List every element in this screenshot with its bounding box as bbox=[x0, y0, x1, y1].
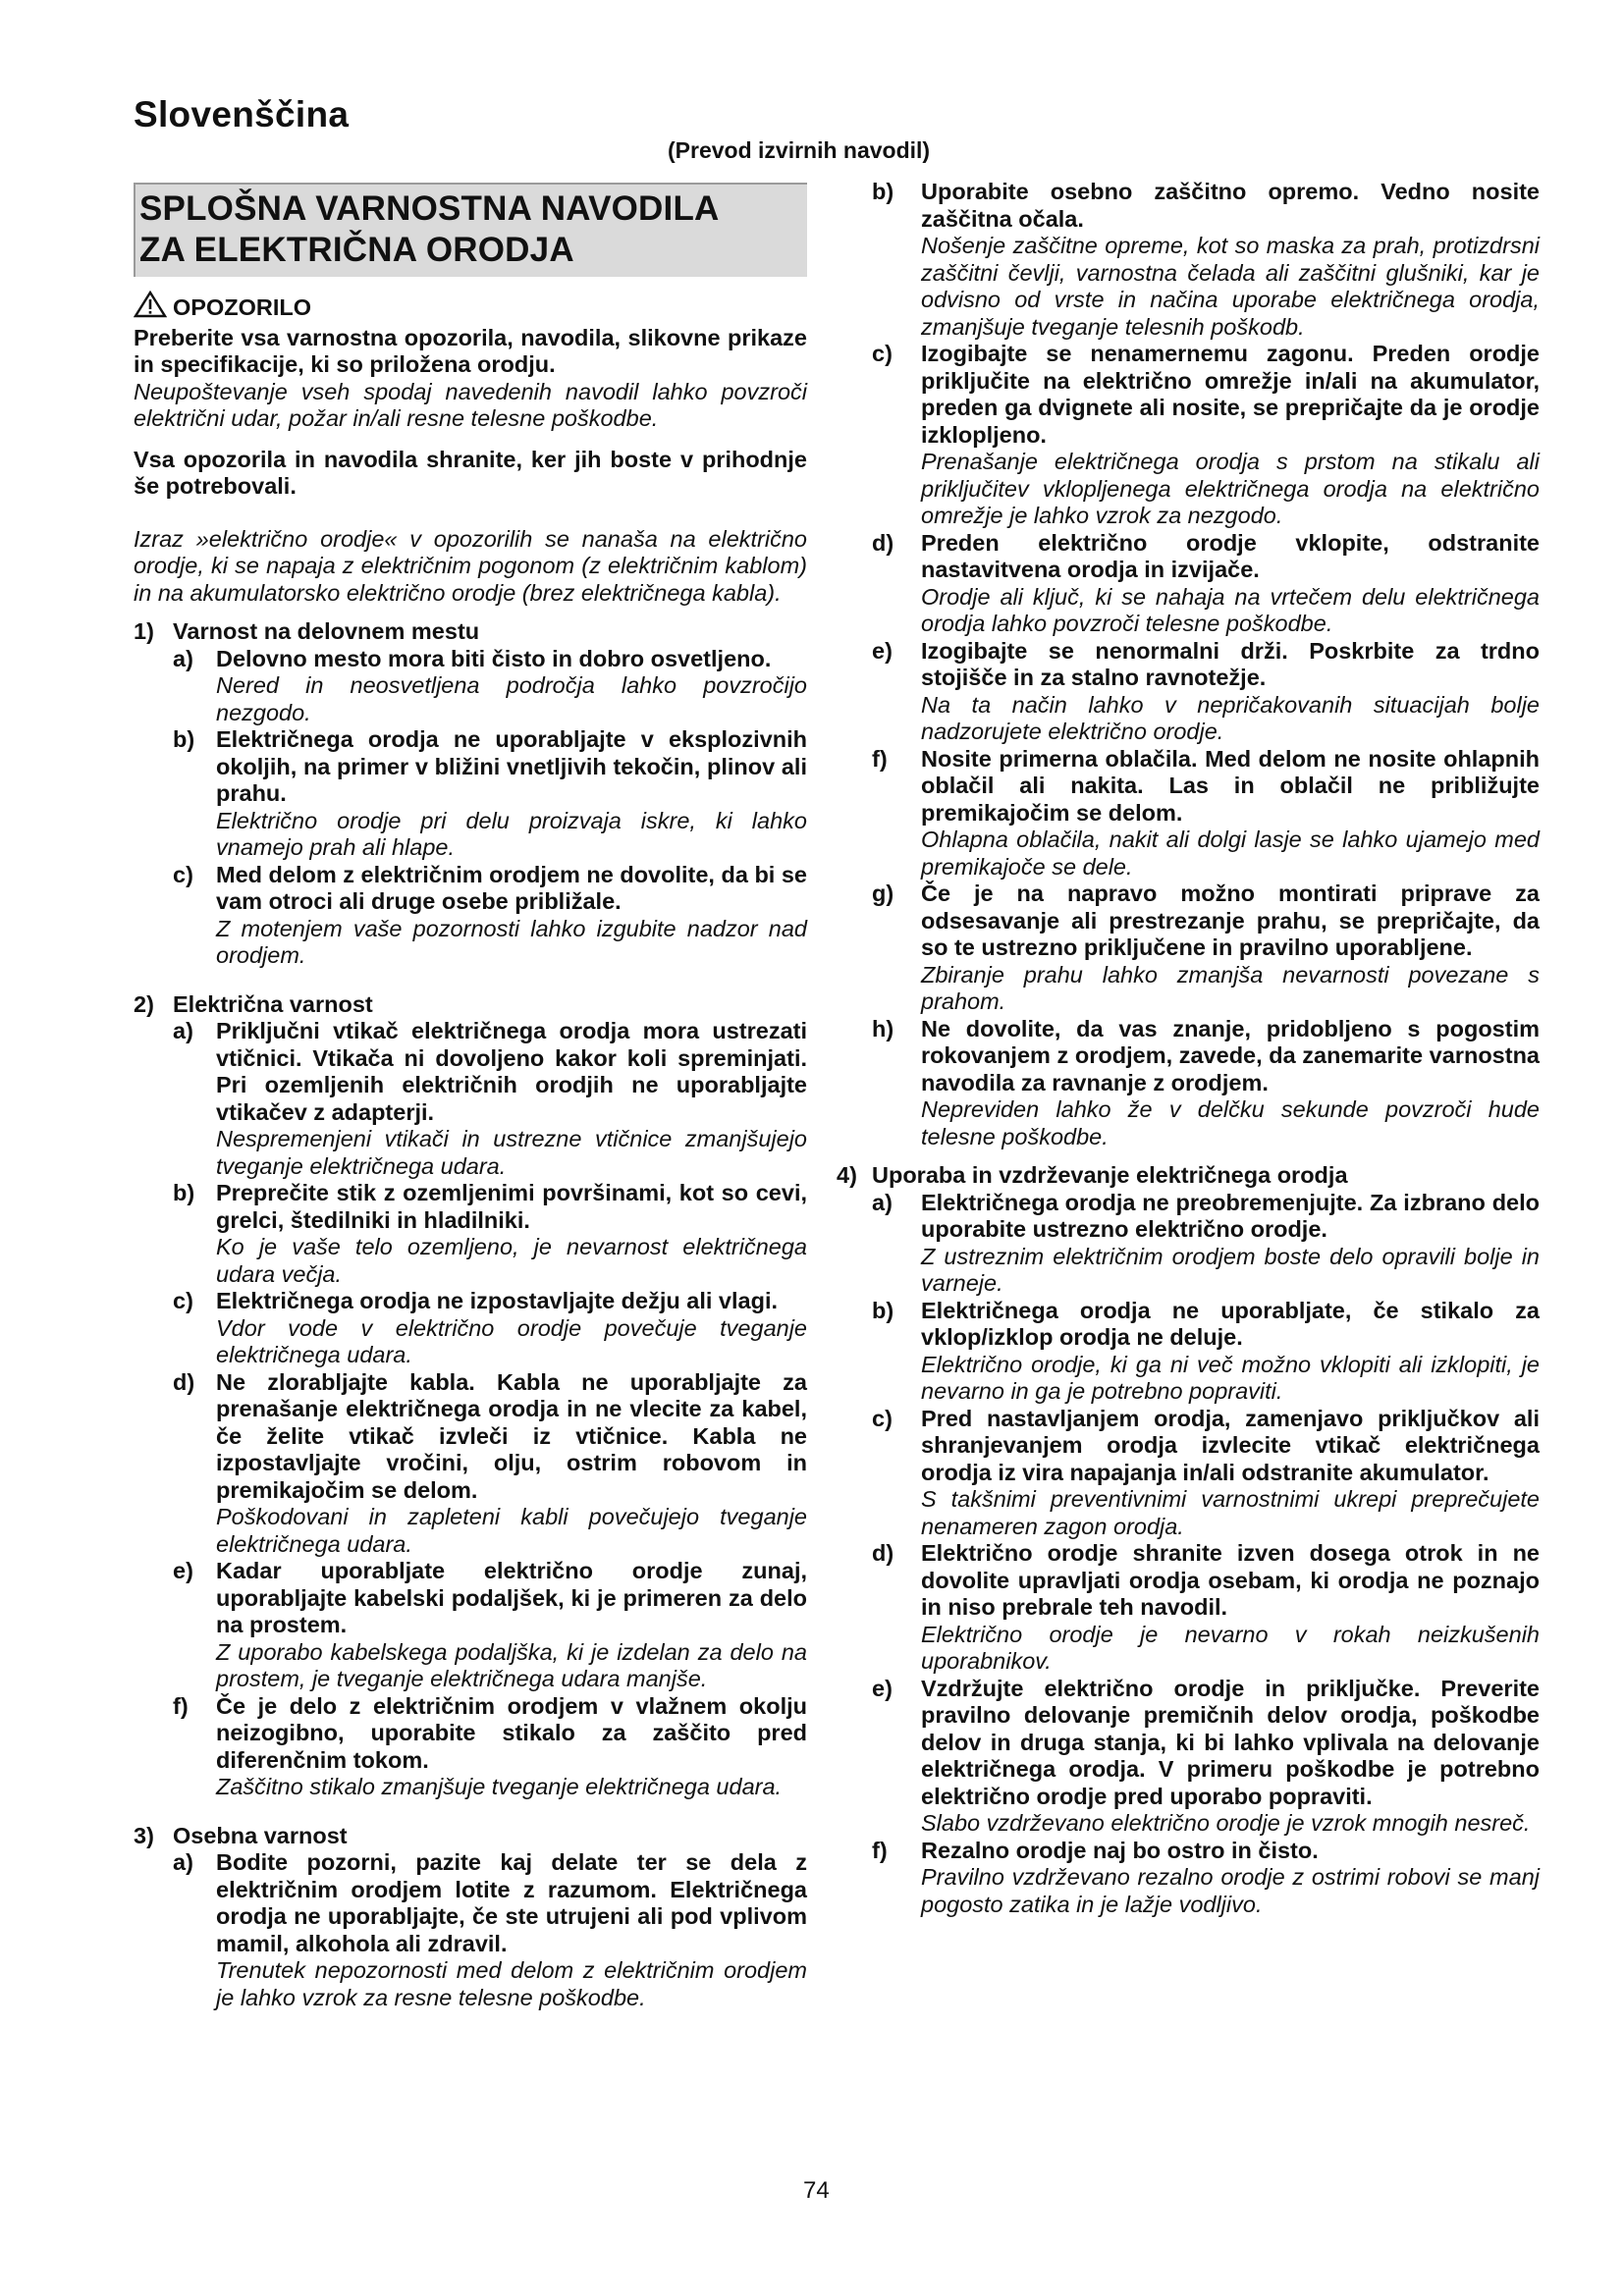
item-explanation: Pravilno vzdrževano rezalno orodje z ostrimi robovi se manj pogosto zatika in je lažje vodljivo. bbox=[921, 1864, 1540, 1917]
list-item bbox=[872, 746, 1540, 881]
list-item bbox=[134, 726, 807, 862]
list-item bbox=[134, 1369, 807, 1559]
list-item bbox=[872, 638, 1540, 746]
banner-line-1: SPLOŠNA VARNOSTNA NAVODILA bbox=[139, 189, 720, 228]
list-item bbox=[134, 1288, 807, 1369]
section-number: 4) bbox=[837, 1162, 857, 1188]
item-instruction: Rezalno orodje naj bo ostro in čisto. bbox=[921, 1837, 1319, 1863]
item-instruction: Vzdržujte električno orodje in priključke. Preverite pravilno delovanje premičnih delov orodja, poškodbe delov in druga stanja, ki bi lahko vplivala na delovanje električnega orodja. V primeru poškodbe je potrebno električno orodje pred uporabo popraviti. bbox=[921, 1675, 1540, 1809]
personal-safety-continued bbox=[872, 179, 1540, 1150]
item-instruction: Priključni vtikač električnega orodja mora ustrezati vtičnici. Vtikača ni dovoljeno kakor koli spreminjati. Pri ozemljenih električnih orodjih ne uporabljajte vtikačev z adapterji. bbox=[216, 1018, 807, 1125]
section-title: Uporaba in vzdrževanje električnega orodja bbox=[872, 1162, 1348, 1188]
item-instruction: Električnega orodja ne izpostavljajte dežju ali vlagi. bbox=[216, 1288, 779, 1313]
item-explanation: Električno orodje je nevarno v rokah neizkušenih uporabnikov. bbox=[921, 1621, 1540, 1674]
section-title: Varnost na delovnem mestu bbox=[173, 618, 480, 644]
item-explanation: Električno orodje pri delu proizvaja iskre, ki lahko vnamejo prah ali hlape. bbox=[216, 807, 807, 860]
item-explanation: S takšnimi preventivnimi varnostnimi ukrepi preprečujete nenameren zagon orodja. bbox=[921, 1486, 1540, 1539]
warning-triangle-icon bbox=[134, 291, 167, 325]
right-column bbox=[837, 179, 1540, 1918]
item-marker: b) bbox=[173, 1180, 195, 1205]
item-instruction: Bodite pozorni, pazite kaj delate ter se dela z električnim orodjem lotite z razumom. Električnega orodja ne uporabljajte, če ste utrujeni ali pod vplivom mamil, alkohola ali zdravil. bbox=[216, 1849, 807, 1956]
section-heading bbox=[837, 1162, 1540, 1190]
item-instruction: Ne zlorabljajte kabla. Kabla ne uporabljajte za prenašanje električnega orodja in ne vlecite za kabel, če želite vtikač izvleči iz vtičnice. Kabla ne izpostavljajte vročini, olju, ostrim robovom in premikajočim se delom. bbox=[216, 1368, 807, 1503]
left-sections bbox=[134, 618, 807, 2021]
left-column bbox=[134, 183, 807, 2021]
item-marker: a) bbox=[173, 1849, 193, 1875]
item-instruction: Električnega orodja ne uporabljajte v eksplozivnih okoljih, na primer v bližini vnetljivih tekočin, plinov ali prahu. bbox=[216, 726, 807, 806]
item-explanation: Nespremenjeni vtikači in ustrezne vtičnice zmanjšujejo tveganje električnega udara. bbox=[216, 1126, 807, 1179]
item-explanation: Orodje ali ključ, ki se nahaja na vrtečem delu električnega orodja lahko povzroči telesne poškodbe. bbox=[921, 583, 1540, 636]
item-marker: d) bbox=[173, 1368, 195, 1395]
item-explanation: Na ta način lahko v nepričakovanih situacijah bolje nadzorujete električno orodje. bbox=[921, 691, 1540, 744]
item-instruction: Kadar uporabljate električno orodje zunaj, uporabljajte kabelski podaljšek, ki je primeren za delo na prostem. bbox=[216, 1558, 807, 1637]
item-marker: c) bbox=[872, 341, 893, 366]
list-item bbox=[872, 881, 1540, 1016]
list-item bbox=[872, 1540, 1540, 1676]
item-marker: a) bbox=[872, 1189, 893, 1215]
item-marker: e) bbox=[872, 637, 893, 664]
item-marker: h) bbox=[872, 1015, 894, 1041]
list-item bbox=[872, 530, 1540, 638]
section-title: Električna varnost bbox=[173, 990, 373, 1017]
item-instruction: Električnega orodja ne uporabljate, če stikalo za vklop/izklop orodja ne deluje. bbox=[921, 1297, 1540, 1350]
item-marker: f) bbox=[173, 1692, 189, 1719]
page-number: 74 bbox=[803, 2177, 830, 2204]
list-item bbox=[872, 179, 1540, 341]
item-marker: c) bbox=[173, 861, 193, 887]
item-instruction: Preprečite stik z ozemljenimi površinami, kot so cevi, grelci, štedilniki in hladilniki. bbox=[216, 1180, 807, 1233]
item-instruction: Izogibajte se nenormalni drži. Poskrbite za trdno stojišče in za stalno ravnotežje. bbox=[921, 637, 1540, 690]
warning-label: OPOZORILO bbox=[173, 294, 311, 320]
item-explanation: Vdor vode v električno orodje povečuje tveganje električnega udara. bbox=[216, 1314, 807, 1367]
section-number: 2) bbox=[134, 990, 154, 1017]
item-instruction: Nosite primerna oblačila. Med delom ne nosite ohlapnih oblačil ali nakita. Las in oblačil ne približujte premikajočim se delom. bbox=[921, 745, 1540, 826]
section-4-items bbox=[872, 1190, 1540, 1919]
item-marker: b) bbox=[173, 726, 195, 752]
item-marker: a) bbox=[173, 645, 193, 671]
list-item bbox=[134, 1018, 807, 1180]
warning-keep-instructions: Vsa opozorila in navodila shranite, ker jih boste v prihodnje še potrebovali. bbox=[134, 446, 807, 499]
item-explanation: Poškodovani in zapleteni kabli povečujejo tveganje električnega udara. bbox=[216, 1504, 807, 1557]
list-item bbox=[872, 1190, 1540, 1298]
translation-note: (Prevod izvirnih navodil) bbox=[668, 137, 931, 163]
item-marker: d) bbox=[872, 1540, 894, 1566]
item-explanation: Z ustreznim električnim orodjem boste delo opravili bolje in varneje. bbox=[921, 1243, 1540, 1296]
item-explanation: Z motenjem vaše pozornosti lahko izgubite nadzor nad orodjem. bbox=[216, 915, 807, 968]
item-marker: c) bbox=[872, 1405, 893, 1431]
section-number: 3) bbox=[134, 1822, 154, 1848]
item-explanation: Nepreviden lahko že v delčku sekunde povzroči hude telesne poškodbe. bbox=[921, 1096, 1540, 1149]
item-instruction: Med delom z električnim orodjem ne dovolite, da bi se vam otroci ali druge osebe približale. bbox=[216, 861, 807, 914]
item-instruction: Ne dovolite, da vas znanje, pridobljeno s pogostim rokovanjem z orodjem, zavede, da zanemarite varnostna navodila za ravnanje z orodjem. bbox=[921, 1015, 1540, 1095]
item-explanation: Z uporabo kabelskega podaljška, ki je izdelan za delo na prostem, je tveganje električnega udara manjše. bbox=[216, 1638, 807, 1691]
item-explanation: Zaščitno stikalo zmanjšuje tveganje električnega udara. bbox=[216, 1774, 783, 1799]
warning-consequence: Neupoštevanje vseh spodaj navedenih navodil lahko povzroči električni udar, požar in/ali resne telesne poškodbe. bbox=[134, 378, 807, 431]
list-item bbox=[134, 646, 807, 727]
section-title: Osebna varnost bbox=[173, 1822, 348, 1848]
list-item bbox=[872, 1016, 1540, 1151]
section-heading bbox=[134, 1823, 807, 1850]
item-marker: b) bbox=[872, 179, 894, 204]
banner-line-2: ZA ELEKTRIČNA ORODJA bbox=[139, 231, 574, 269]
item-explanation: Zbiranje prahu lahko zmanjša nevarnosti povezane s prahom. bbox=[921, 961, 1540, 1014]
item-marker: a) bbox=[173, 1018, 193, 1043]
item-marker: e) bbox=[173, 1558, 193, 1583]
section-heading bbox=[134, 618, 807, 646]
warning-read-all: Preberite vsa varnostna opozorila, navodila, slikovne prikaze in specifikacije, ki so priložena orodju. bbox=[134, 324, 807, 377]
item-explanation: Ko je vaše telo ozemljeno, je nevarnost električnega udara večja. bbox=[216, 1234, 807, 1287]
item-explanation: Električno orodje, ki ga ni več možno vklopiti ali izklopiti, je nevarno in ga je potrebno popraviti. bbox=[921, 1351, 1540, 1404]
item-instruction: Delovno mesto mora biti čisto in dobro osvetljeno. bbox=[216, 645, 772, 671]
list-item bbox=[134, 1558, 807, 1693]
list-item bbox=[134, 862, 807, 970]
list-item bbox=[134, 1180, 807, 1288]
section-banner bbox=[134, 183, 807, 277]
section-heading bbox=[134, 991, 807, 1019]
item-explanation: Ohlapna oblačila, nakit ali dolgi lasje se lahko ujamejo med premikajoče se dele. bbox=[921, 827, 1540, 880]
item-marker: c) bbox=[173, 1288, 193, 1313]
item-explanation: Nošenje zaščitne opreme, kot so maska za prah, protizdrsni zaščitni čevlji, varnostna čelada ali zaščitni glušniki, kar je odvisno od vrste in načina uporabe električnega orodja, zmanjšuje tveganje telesnih poškodb. bbox=[921, 233, 1540, 340]
item-instruction: Električnega orodja ne preobremenjujte. Za izbrano delo uporabite ustrezno električno orodje. bbox=[921, 1189, 1540, 1242]
list-item bbox=[872, 341, 1540, 530]
section-number: 1) bbox=[134, 618, 154, 644]
list-item bbox=[872, 1406, 1540, 1541]
language-title: Slovenščina bbox=[134, 94, 350, 134]
item-explanation: Slabo vzdrževano električno orodje je vzrok mnogih nesreč. bbox=[921, 1810, 1531, 1836]
list-item bbox=[872, 1298, 1540, 1406]
item-instruction: Če je delo z električnim orodjem v vlažnem okolju neizogibno, uporabite stikalo za zaščito pred diferenčnim tokom. bbox=[216, 1692, 807, 1773]
list-item bbox=[134, 1693, 807, 1801]
item-explanation: Nered in neosvetljena področja lahko povzročijo nezgodo. bbox=[216, 672, 807, 725]
item-explanation: Trenutek nepozornosti med delom z električnim orodjem je lahko vzrok za resne telesne poškodbe. bbox=[216, 1957, 807, 2010]
list-item bbox=[872, 1676, 1540, 1838]
item-instruction: Izogibajte se nenamernemu zagonu. Preden orodje priključite na električno omrežje in/ali na akumulator, preden ga dvignete ali nosite, se prepričajte da je orodje izklopljeno. bbox=[921, 341, 1540, 448]
item-instruction: Uporabite osebno zaščitno opremo. Vedno nosite zaščitna očala. bbox=[921, 179, 1540, 232]
item-marker: f) bbox=[872, 745, 888, 772]
item-marker: e) bbox=[872, 1675, 893, 1701]
list-item bbox=[134, 1849, 807, 2011]
warning-heading bbox=[134, 291, 807, 325]
term-definition: Izraz »električno orodje« v opozorilih se nanaša na električno orodje, ki se napaja z električnim pogonom (z električnim kablom) in na akumulatorsko električno orodje (brez električnega kabla). bbox=[134, 525, 807, 606]
item-instruction: Preden električno orodje vklopite, odstranite nastavitvena orodja in izvijače. bbox=[921, 529, 1540, 582]
item-instruction: Električno orodje shranite izven dosega otrok in ne dovolite upravljati orodja osebam, ki orodja ne poznajo in niso prebrale teh navodil. bbox=[921, 1540, 1540, 1620]
item-marker: d) bbox=[872, 529, 894, 556]
item-marker: g) bbox=[872, 881, 894, 906]
item-marker: b) bbox=[872, 1297, 894, 1323]
item-instruction: Če je na napravo možno montirati priprave za odsesavanje ali prestrezanje prahu, se prepričajte, da so te ustrezno priključene in pravilno uporabljene. bbox=[921, 881, 1540, 960]
item-explanation: Prenašanje električnega orodja s prstom na stikalu ali priključitev vklopljenega električnega orodja na električno omrežje je lahko vzrok za nezgodo. bbox=[921, 449, 1540, 528]
item-instruction: Pred nastavljanjem orodja, zamenjavo priključkov ali shranjevanjem orodja izvlecite vtikač električnega orodja iz vira napajanja in/ali odstranite akumulator. bbox=[921, 1405, 1540, 1485]
list-item bbox=[872, 1838, 1540, 1919]
item-marker: f) bbox=[872, 1837, 888, 1863]
